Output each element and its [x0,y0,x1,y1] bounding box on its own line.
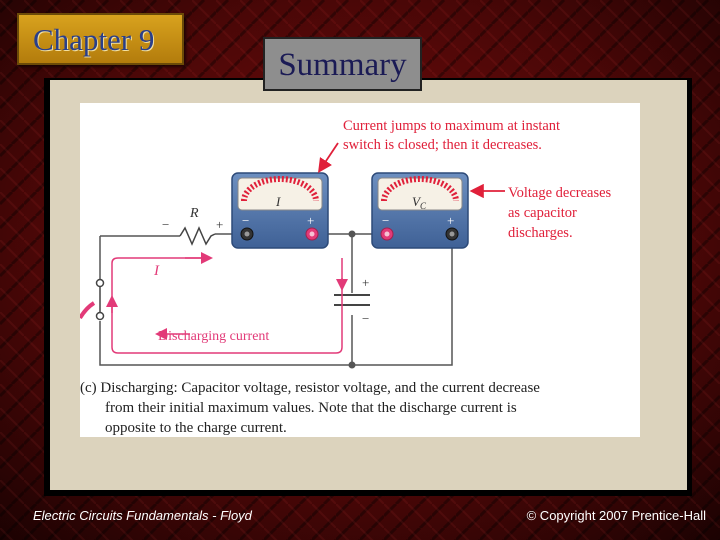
voltage-meter [372,173,468,248]
junction-dot [349,231,356,238]
current-meter [232,173,328,248]
chapter-tab [17,13,184,65]
chapter-label: Chapter 9 [33,22,155,57]
title-box [263,37,422,91]
switch-symbol [97,280,104,320]
capacitor-plus: + [362,275,370,290]
resistor-label: R [190,206,199,221]
page-title: Summary [278,47,407,83]
discharging-current-label: Discharging current [158,329,270,344]
capacitor-symbol [334,295,370,305]
circuit-diagram [80,103,640,437]
switch-pointer-arrow [80,303,94,318]
junction-dot [349,362,356,369]
current-meter-label: I [276,194,281,209]
footer-copyright: © Copyright 2007 Prentice-Hall [526,508,706,523]
voltage-meter-minus: − [382,213,390,228]
resistor-symbol [180,228,215,244]
circuit-wires [100,234,452,365]
annotation-arrow-current [320,143,338,170]
resistor-plus: + [216,217,224,232]
annotation-voltage: Voltage decreases as capacitor discharges. [508,185,612,241]
voltage-meter-plus: + [447,213,455,228]
current-meter-minus: − [242,213,250,228]
current-label: I [154,263,159,279]
resistor-minus: − [162,217,170,232]
capacitor-minus: − [362,311,370,326]
footer-book-title: Electric Circuits Fundamentals - Floyd [33,508,252,523]
annotation-current: Current jumps to maximum at instant switch is closed; then it decreases. [343,118,561,153]
voltage-meter-label: $V_C$ [412,194,426,211]
figure-caption: (c) Discharging: Capacitor voltage, resistor voltage, and the current decrease from their initial maximum values. Note that the discharge current is opposite to the charge current. [80,380,540,436]
current-meter-plus: + [307,213,315,228]
circuit-figure [80,103,640,437]
